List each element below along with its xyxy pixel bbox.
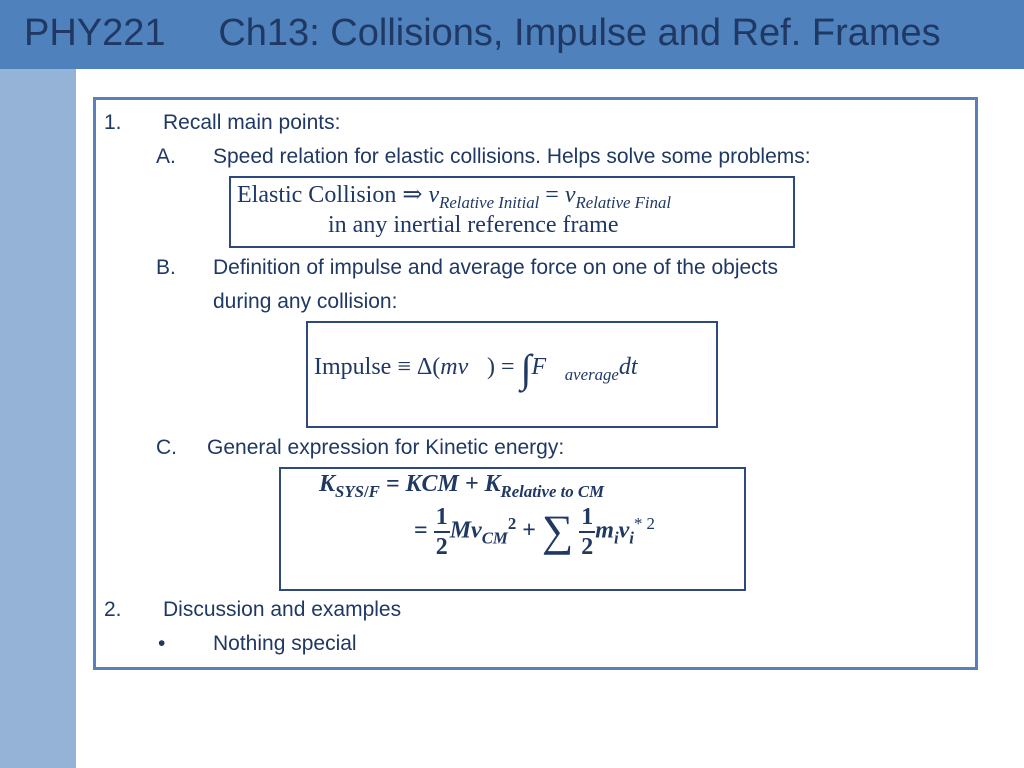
ke-Mv: Mv — [449, 517, 482, 544]
elastic-lhs: Elastic Collision ⇒ — [237, 182, 429, 208]
ke-equals: = — [414, 517, 428, 544]
ke-sub-rel: Relative to CM — [500, 481, 605, 501]
elastic-sub-initial: Relative Initial — [439, 192, 540, 212]
elastic-v1: v — [428, 182, 440, 208]
summation-sign: ∑ — [541, 506, 574, 556]
course-code: PHY221 — [24, 12, 166, 54]
title-bar — [0, 0, 1024, 69]
kinetic-energy-equation-box — [279, 467, 746, 591]
item-c-text: General expression for Kinetic energy: — [207, 436, 565, 459]
kinetic-equation-line1 — [319, 471, 604, 502]
ke-sub-i: i — [613, 528, 619, 548]
impulse-dt: dt — [618, 354, 638, 380]
elastic-sub-final: Relative Final — [575, 192, 672, 212]
integral-sign: ∫ — [520, 346, 532, 391]
ke-sub-slash: / — [363, 481, 369, 501]
impulse-equation — [314, 345, 638, 392]
item-2-number: 2. — [104, 598, 122, 621]
impulse-F: F⃗ — [531, 354, 565, 380]
ke-sub-i2: i — [629, 528, 634, 548]
ke-K: K — [319, 471, 336, 497]
item-b-text-line1: Definition of impulse and average force on one of the objects — [213, 256, 779, 279]
ke-m: m — [595, 517, 614, 544]
item-1-text: Recall main points: — [163, 111, 341, 134]
elastic-equation-line1 — [237, 180, 671, 213]
kinetic-equation-line2 — [414, 505, 655, 559]
elastic-equals: = — [539, 182, 565, 208]
side-bar — [0, 69, 76, 768]
elastic-collision-equation-box — [229, 176, 795, 248]
chapter-title: Ch13: Collisions, Impulse and Ref. Frames — [218, 12, 941, 54]
item-2-text: Discussion and examples — [163, 598, 402, 621]
impulse-m: m — [440, 354, 458, 380]
impulse-sub-average: average — [564, 364, 619, 384]
ke-sub-cm: CM — [481, 528, 508, 548]
item-b-text-line2: during any collision: — [213, 290, 398, 313]
elastic-equation-line2: in any inertial reference frame — [328, 212, 619, 238]
ke-star-square: * 2 — [633, 514, 655, 534]
ke-v: v — [618, 517, 630, 544]
impulse-close: ) = — [486, 354, 521, 380]
slide-title — [24, 12, 941, 55]
item-1-number: 1. — [104, 111, 122, 134]
impulse-word: Impulse ≡ Δ( — [314, 354, 441, 380]
elastic-v2: v — [564, 182, 576, 208]
ke-plus: + — [516, 517, 542, 544]
bullet-text: Nothing special — [213, 632, 357, 655]
fraction-half-1: $\frac{1}{2}$ — [435, 504, 448, 560]
item-c-letter: C. — [156, 436, 177, 459]
impulse-equation-box — [306, 321, 718, 428]
impulse-v: v⃗ — [457, 354, 487, 380]
item-a-text: Speed relation for elastic collisions. Helps solve some problems: — [213, 145, 811, 168]
bullet-dot: • — [158, 632, 166, 655]
ke-square: 2 — [507, 514, 517, 534]
item-b-letter: B. — [156, 256, 176, 279]
ke-sub-F: F — [368, 481, 380, 501]
ke-sub-sys: SYS — [335, 481, 364, 501]
fraction-half-2: $\frac{1}{2}$ — [581, 504, 594, 560]
item-a-letter: A. — [156, 145, 176, 168]
ke-eq1: = KCM + K — [379, 471, 501, 497]
